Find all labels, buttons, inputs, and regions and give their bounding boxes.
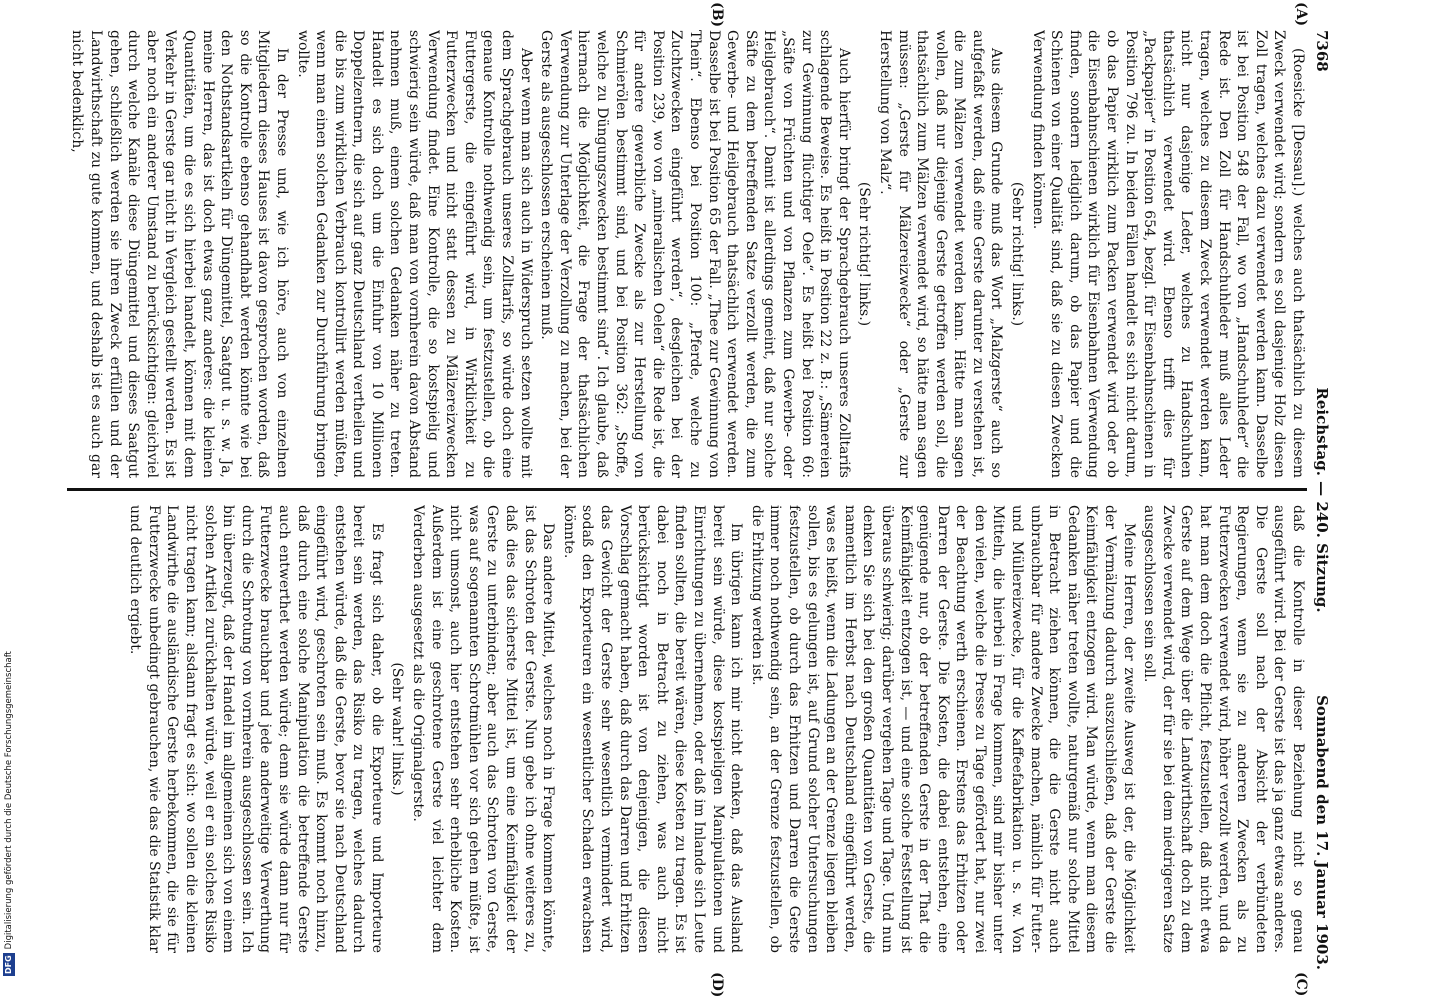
margin-marker-c: (C) [1293,972,1309,997]
margin-marker-a: (A) [1293,2,1309,27]
margin-marker-b: (B) [709,2,725,28]
paragraph: Es fragt sich daher, ob die Exporteure und Importeure bereit sein werden, das Risiko zu tragen, welches dadurch entstehen würde, daß die Gerste, bevor sie nach Deutschland eingeführt wird, geschroten sein muß. Es kommt noch hinzu, daß durch eine solche Manipulation die betreffende Gerste auch entwerthet werden würde; denn sie würde dann nur für Futterzwecke brauchbar und jede anderweitige Verwerthung durch die Schrotung von vornherein ausgeschlossen sein. Ich bin überzeugt, daß der Handel im allgemeinen sich von einem solchen Artikel zurückhalten würde, weil er ein solches Risiko nicht tragen kann; alsdann fragt es sich: wo sollen die kleinen Landwirthe die ausländische Gerste herbekommen, die sie für Futterzwecke unbedingt gebrauchen, wie das die Statistik klar und deutlich ergiebt. [127,505,385,953]
paragraph: Aus diesem Grunde muß das Wort „Malzgerste“ auch so aufgefaßt werden, daß eine Gerste darunter zu verstehen ist, die zum Mälzen verwendet werden kann. Hätte man sagen wollen, daß nur diejenige Gerste getroffen werden soll, die thatsächlich zum Mälzen verwendet wird, so hätte man sagen müssen: „Gerste für Mälzereizwecke“ oder „Gerste zur Herstellung von Malz“. [876,30,1005,478]
credit-line: Digitalisierung gefördert durch die Deutsche Forschungsgemeinschaft [4,651,14,950]
column-divider [67,488,1307,491]
right-column [67,505,1307,953]
dfg-logo-icon: DFG [4,955,13,974]
left-column [67,30,1307,478]
paragraph: In der Presse und, wie ich höre, auch von einzelnen Mitgliedern dieses Hauses ist davon gesprochen worden, daß so die Kontrolle ebenso gehandhabt werden könnte wie bei den Nothstandsartikeln für Düngemittel, Saatgut u. s. w. Ja, meine Herren, das ist doch etwas ganz anderes: die kleinen Quantitäten, um die es sich hierbei handelt, können mit dem Verkehr in Gerste gar nicht in Vergleich gestellt werden. Es ist aber noch ein anderer Umstand zu berücksichtigen: gleichviel durch welche Kanäle diese Düngemittel und dieses Saatgut gehen, schließlich werden sie ihren Zweck erfüllen und der Landwirthschaft zu gute kommen, und deshalb ist es auch gar nicht bedenklich, [69,30,290,478]
page-title: Reichstag. — 240. Sitzung. [1313,387,1331,613]
document-page [55,0,1345,1000]
paragraph: (Roesicke [Dessau].) welches auch thatsächlich zu diesem Zweck verwendet wird; sondern es soll dasjenige Holz diesen Zoll tragen, welches dazu verwendet werden kann. Dasselbe ist bei Position 548 der Fall, wo von „Handschuhleder“ die Rede ist. Den Zoll für Handschuhleder muß alles Leder tragen, welches zu diesem Zweck verwendet werden kann, nicht nur dasjenige Leder, welches zu Handschuhen thatsächlich verwendet wird. Ebenso trifft dies für „Packpapier“ in Position 654, bezgl. für Eisenbahnschienen in Position 796 zu. In beiden Fällen handelt es sich nicht darum, ob das Papier wirklich zum Packen verwendet wird oder ob die Eisenbahnschienen wirklich für Eisenbahnen Verwendung finden, sondern lediglich darum, ob das Papier und die Schienen von einer Qualität sind, daß sie zu diesen Zwecken Verwendung finden können. [1029,30,1306,478]
sidebar-credit [0,0,18,1000]
paragraph: Auch hierfür bringt der Sprachgebrauch unseres Zolltarifs schlagende Beweise. Es heißt in Position 22 z. B.: „Sämereien zur Gewinnung flüchtiger Oele“. Es heißt bei Position 60: „Säfte von Früchten und von Pflanzen zum Gewerbe- oder Heilgebrauch“. Damit ist allerdings gemeint, daß nur solche Säfte zu dem betreffenden Satze verzollt werden, die zum Gewerbe- und Heilgebrauch thatsächlich verwendet werden. Dasselbe ist bei Position 65 der Fall. „Thee zur Gewinnung von Thein“. Ebenso bei Position 100: „Pferde, welche zu Zuchtzwecken eingeführt werden“, desgleichen bei der Position 239, wo von „mineralischen Oelen“ die Rede ist, die für andere gewerbliche Zwecke als zur Herstellung von Schmierölen bestimmt sind, und bei Position 362: „Stoffe, welche zu Düngungszwecken bestimmt sind“. Ich glaube, daß hiernach die Möglichkeit, die Frage der thatsächlichen Verwendung zur Unterlage der Verzollung zu machen, bei der Gerste als ausgeschlossen erscheinen muß. [538,30,852,478]
sidebar-credit-text [0,0,18,1000]
paragraph: Das andere Mittel, welches noch in Frage kommen könnte, ist das Schroten der Gerste. Nun gebe ich ohne weiteres zu, daß dies das sicherste Mittel ist, um eine Keimfähigkeit der Gerste zu unterbinden; aber auch das Schroten von Gerste, was auf sogenannten Schrotmühlen vor sich gehen müßte, ist nicht umsonst, auch hier entstehen sehr erhebliche Kosten. Außerdem ist eine geschrotene Gerste viel leichter dem Verderben ausgesetzt als die Originalgerste. [410,505,557,953]
interjection: (Sehr wahr! links.) [389,662,406,796]
interjection: (Sehr richtig! links.) [856,181,873,327]
page-date: Sonnabend den 17. Januar 1903. [1313,695,1331,970]
paragraph: Meine Herren, der zweite Ausweg ist der, die Möglichkeit der Vermälzung dadurch auszuschließen, daß der Gerste die Keimfähigkeit entzogen wird. Man würde, wenn man diesem Gedanken näher treten wollte, naturgemäß nur solche Mittel in Betracht ziehen können, die die Gerste nicht auch unbrauchbar für andere Zwecke machen, nämlich für Futter- und Müllereizwecke, für die Kaffeefabrikation u. s. w. Von Mitteln, die hierbei in Frage kommen, sind mir bisher unter den vielen, welche die Presse zu Tage gefördert hat, nur zwei der Beachtung werth erschienen. Erstens das Erhitzen oder Darren der Gerste. Die Kosten, die dabei entstehen, eine genügende nur, ob der betreffenden Gerste in der That die Keimfähigkeit entzogen ist, — und eine solche Feststellung ist überaus schwierig; darüber vergehen Tage und Tage. Und nun denken Sie sich bei den großen Quantitäten von Gerste, die namentlich im Herbst nach Deutschland eingeführt werden, was es heißt, wenn die Ladungen an der Grenze liegen bleiben sollen, bis es gelungen ist, auf Grund solcher Untersuchungen festzustellen, ob durch das Erhitzen und Darren die Gerste immer noch nothwendig sein, an der Grenze festzustellen, ob die Erhitzung werden ist. [748,505,1137,953]
interjection: (Sehr richtig! links.) [1009,181,1026,327]
page-header [1309,30,1331,970]
paragraph: Aber wenn man sich auch in Widerspruch setzen wollte mit dem Sprachgebrauch unseres Zolltarifs, so würde doch eine genaue Kontrolle nothwendig sein, um festzustellen, ob die Futtergerste, die eingeführt wird, in Wirklichkeit zu Futterzwecken und nicht statt dessen zu Mälzereizwecken Verwendung findet. Eine Kontrolle, die so kostspielig und schwierig sein würde, daß man von vornherein davon Abstand nehmen muß, einem solchen Gedanken näher zu treten. Handelt es sich doch um die Einfuhr von 10 Millionen Doppelzentnern, die sich auf ganz Deutschland vertheilen und die bis zum wirklichen Verbrauch kontrollirt werden müßten, wenn man einen solchen Gedanken zur Durchführung bringen wollte. [294,30,534,478]
margin-marker-d: (D) [709,972,725,998]
page-number: 7368 [1313,30,1331,72]
paragraph: Im übrigen kann ich mir nicht denken, daß das Ausland bereit sein würde, diese kostspieligen Manipulationen und Einrichtungen zu übernehmen, oder daß im Inlande sich Leute finden sollten, die bereit wären, diese Kosten zu tragen. Es ist dabei noch in Betracht zu ziehen, was auch nicht berücksichtigt worden ist von denjenigen, die diesen Vorschlag gemacht haben, daß durch das Darren und Erhitzen das Gewicht der Gerste sehr wesentlich vermindert wird, sodaß den Exporteuren ein wesentlicher Schaden erwachsen könnte. [560,505,745,953]
paragraph: daß die Kontrolle in dieser Beziehung nicht so genau ausgeführt wird. Bei der Gerste ist das ja ganz etwas anderes. Die Gerste soll nach der Absicht der verbündeten Regierungen, wenn sie zu anderen Zwecken als zu Futterzwecken verwendet wird, höher verzollt werden, und da hat man dem doch die Pflicht, festzustellen, daß nicht etwa Gerste auf dem Wege über die Landwirthschaft doch zu dem Zwecke verwendet wird, der für sie bei dem niedrigeren Satze ausgeschlossen sein soll. [1141,505,1306,953]
